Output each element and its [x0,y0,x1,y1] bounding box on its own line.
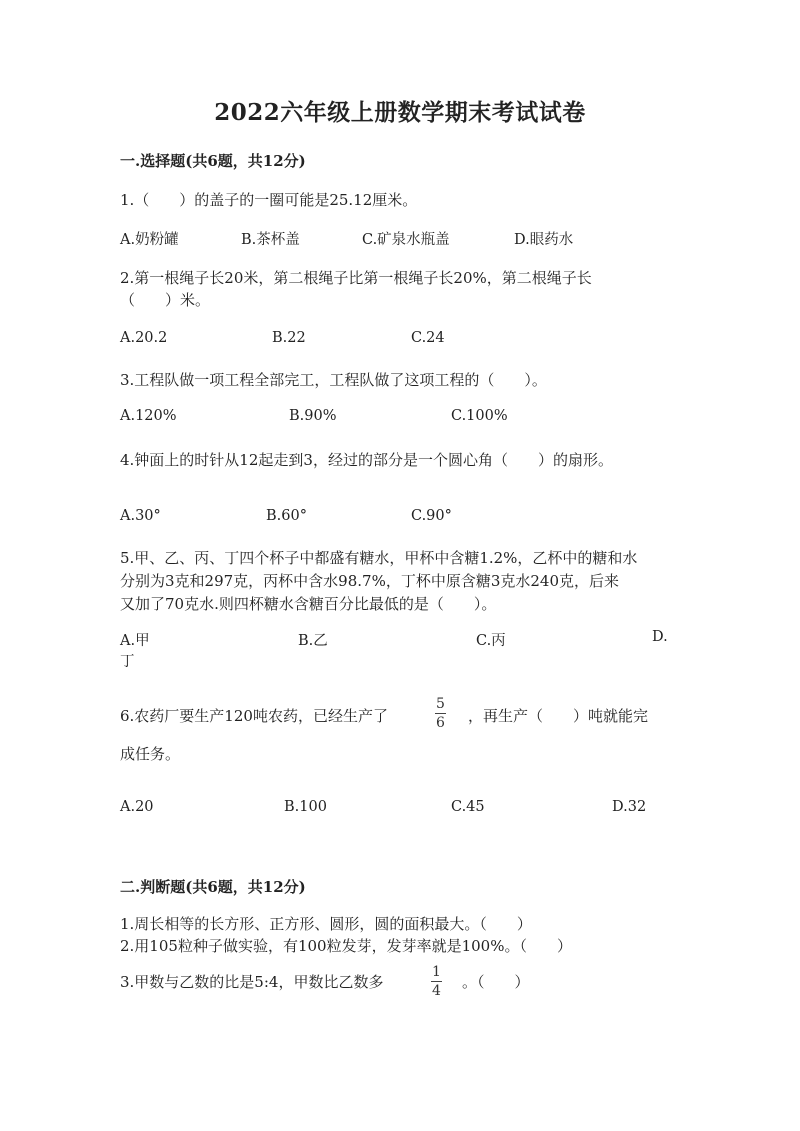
option-c: C.90° [411,508,452,524]
section-heading-judgment: 二.判断题(共6题，共12分) [120,878,306,896]
question-6-text-continued: ，再生产（ ）吨就能完 [468,707,649,725]
fraction [435,696,446,731]
judgment-1: 1.周长相等的长方形、正方形、圆形，圆的面积最大。（ ） [120,915,532,933]
option-b: B.茶杯盖 [241,232,300,248]
option-a: A.甲 [120,633,150,649]
question-6-line-2: 成任务。 [120,745,181,763]
question-2-line-2: （ ）米。 [120,291,211,309]
fraction-denominator: 4 [432,983,441,999]
judgment-3-text: 3.甲数与乙数的比是5:4，甲数比乙数多 [120,973,384,991]
fraction-numerator: 1 [432,964,441,980]
question-5-line-1: 5.甲、乙、丙、丁四个杯子中都盛有糖水，甲杯中含糖1.2%，乙杯中的糖和水 [120,549,638,567]
option-a: A.奶粉罐 [120,232,179,248]
option-b: B.60° [266,508,307,524]
fraction-numerator: 5 [436,696,445,712]
section-heading-choice: 一.选择题(共6题，共12分) [120,152,306,170]
option-b: B.90% [289,408,337,424]
option-c: C.24 [411,330,445,346]
option-a: A.20.2 [120,330,168,346]
option-a: A.30° [120,508,161,524]
fraction-denominator: 6 [436,715,445,731]
option-d: D.32 [612,799,647,815]
question-2-line-1: 2.第一根绳子长20米，第二根绳子比第一根绳子长20%，第二根绳子长 [120,269,592,287]
option-b: B.乙 [298,633,328,649]
judgment-3-text-continued: 。（ ） [462,973,530,991]
option-b: B.22 [272,330,306,346]
option-d: D. [652,629,668,645]
option-d-wrap: 丁 [120,654,135,670]
fraction-bar [435,713,446,714]
question-1: 1.（ ）的盖子的一圈可能是25.12厘米。 [120,191,418,209]
page-title: 2022六年级上册数学期末考试试卷 [214,99,586,126]
question-3: 3.工程队做一项工程全部完工，工程队做了这项工程的（ ）。 [120,371,547,389]
option-a: A.20 [120,799,154,815]
option-c: C.45 [451,799,485,815]
option-d: D.眼药水 [514,232,574,248]
question-4: 4.钟面上的时针从12起走到3，经过的部分是一个圆心角（ ）的扇形。 [120,451,613,469]
fraction-bar [431,981,442,982]
judgment-2: 2.用105粒种子做实验，有100粒发芽，发芽率就是100%。（ ） [120,937,572,955]
question-5-line-3: 又加了70克水.则四杯糖水含糖百分比最低的是（ ）。 [120,595,497,613]
question-6-text: 6.农药厂要生产120吨农药，已经生产了 [120,707,388,725]
fraction [431,964,442,999]
option-c: C.100% [451,408,508,424]
option-a: A.120% [120,408,177,424]
question-5-line-2: 分别为3克和297克，丙杯中含水98.7%，丁杯中原含糖3克水240克，后来 [120,572,620,590]
option-c: C.矿泉水瓶盖 [362,232,450,248]
option-c: C.丙 [476,633,506,649]
option-b: B.100 [284,799,327,815]
